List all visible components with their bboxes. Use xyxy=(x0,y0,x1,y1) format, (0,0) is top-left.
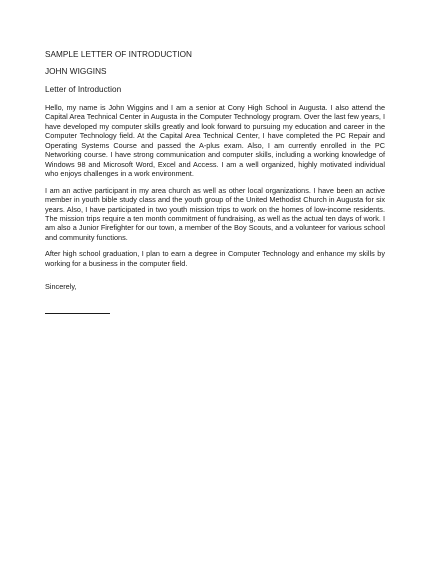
letter-subject: Letter of Introduction xyxy=(45,85,122,94)
signature-line xyxy=(45,313,110,314)
paragraph-activities: I am an active participant in my area church as well as other local organizations. I have been an active member in youth bible study class and the youth group of the United Methodist Church in Augusta for six years. Also, I have participated in two youth mission trips to work on the homes of low-income residents. The mission trips require a ten month commitment of fundraising, as well as the actual ten days of work. I am also a Junior Firefighter for our town, a member of the Boy Scouts, and a volunteer for various school and community functions. xyxy=(45,185,385,242)
sender-name: JOHN WIGGINS xyxy=(45,67,107,76)
closing-salutation: Sincerely, xyxy=(45,282,77,292)
paragraph-plans: After high school graduation, I plan to earn a degree in Computer Technology and enhance my skills by working for a business in the computer field. xyxy=(45,249,385,268)
letter-title: SAMPLE LETTER OF INTRODUCTION xyxy=(45,50,193,59)
letter-page xyxy=(45,50,385,314)
paragraph-introduction: Hello, my name is John Wiggins and I am a senior at Cony High School in Augusta. I also attend the Capital Area Technical Center in Augusta in the Computer Technology program. Over the last few years, I have developed my computer skills greatly and look forward to pursuing my education and career in the Computer Technology field. At the Capital Area Technical Center, I have completed the PC Repair and Operating Systems Course and passed the A-plus exam. Also, I am currently enrolled in the PC Networking course. I have strong communication and computer skills, including a working knowledge of Windows 98 and Microsoft Word, Excel and Access. I am a well organized, highly motivated individual who enjoys challenges in a work environment. xyxy=(45,103,385,179)
